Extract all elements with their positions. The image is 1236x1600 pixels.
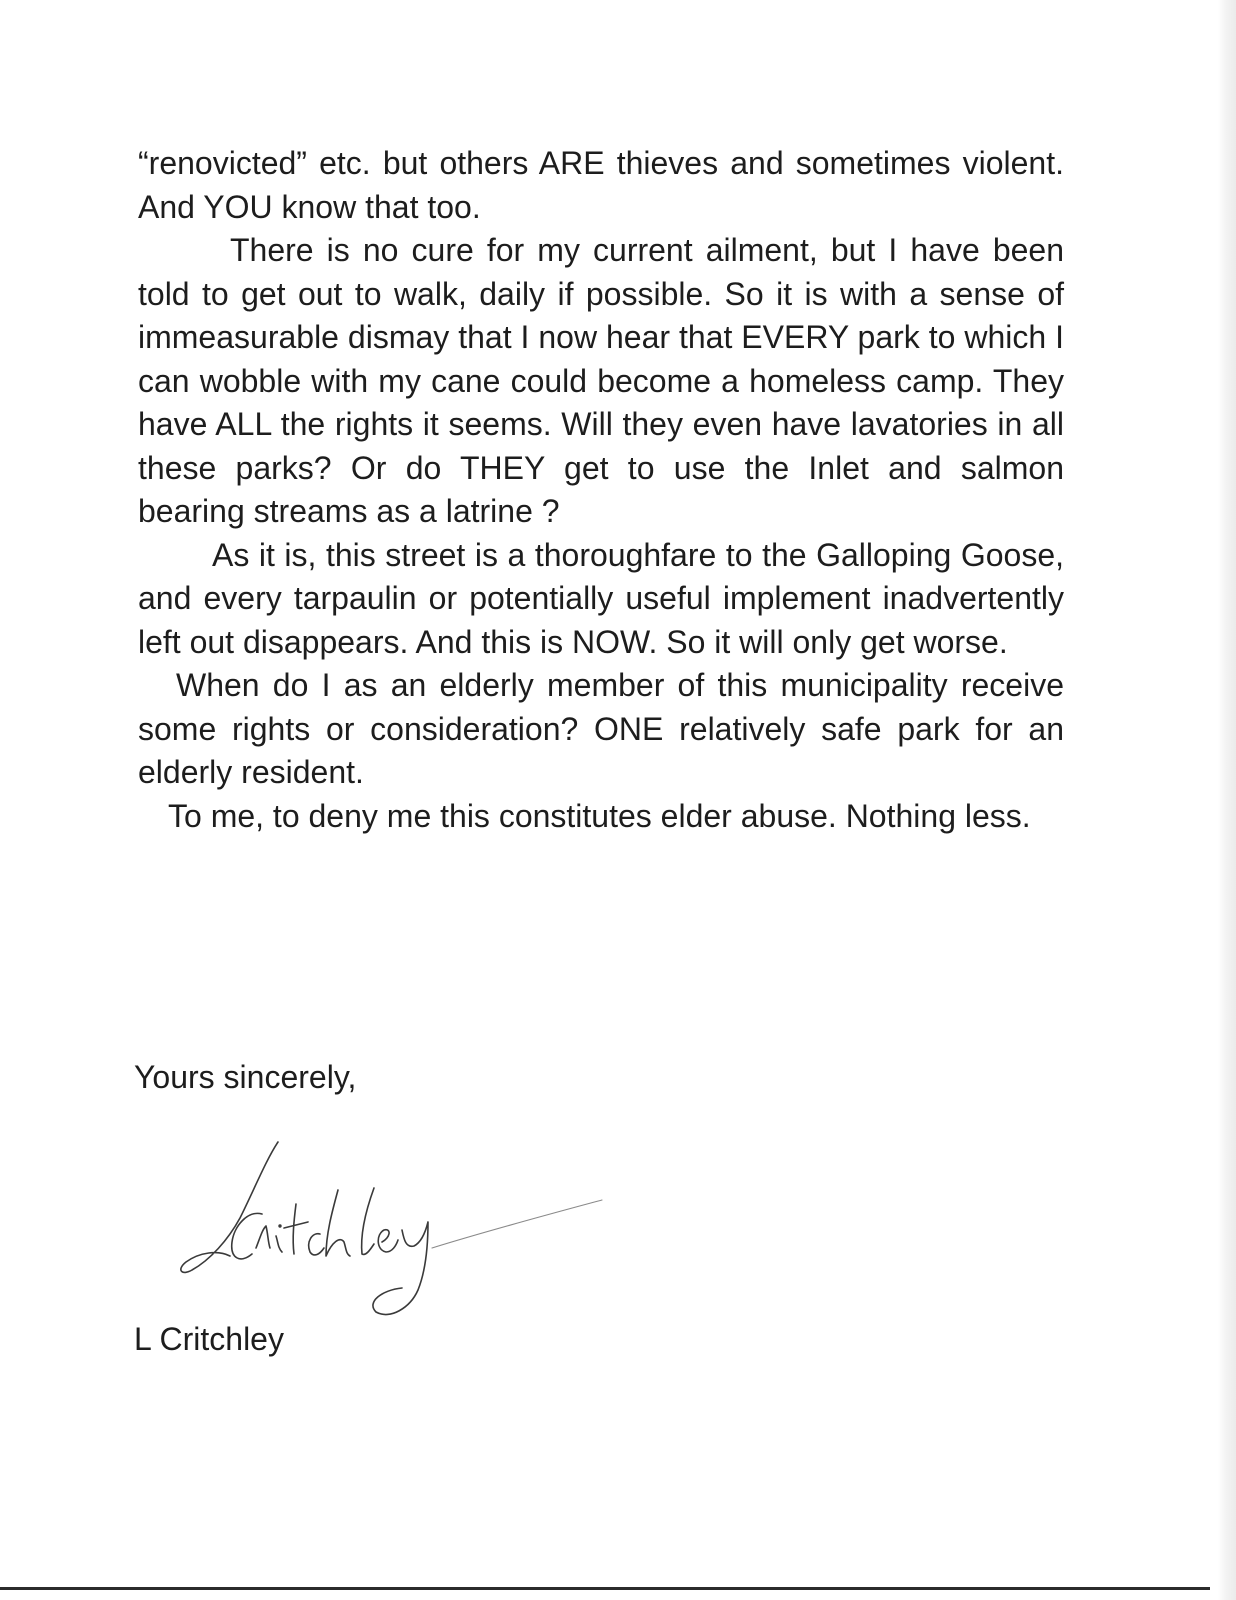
handwritten-signature	[170, 1130, 610, 1330]
closing-salutation: Yours sincerely,	[134, 1059, 357, 1095]
paragraph-4: When do I as an elderly member of this municipality receive some rights or consideration? ONE relatively safe park for an elderly resident.	[138, 667, 1064, 790]
paragraph-1: “renovicted” etc. but others ARE thieves and sometimes violent. And YOU know that too.	[138, 145, 1064, 225]
letter-body	[138, 142, 1064, 838]
signer-name: L Critchley	[134, 1321, 284, 1357]
scan-bottom-line	[0, 1587, 1210, 1590]
paragraph-2: There is no cure for my current ailment, but I have been told to get out to walk, daily if possible. So it is with a sense of immeasurable dismay that I now hear that EVERY park to which I can wobble with my cane could become a homeless camp. They have ALL the rights it seems. Will they even have lavatories in all these parks? Or do THEY get to use the Inlet and salmon bearing streams as a latrine ?	[138, 232, 1064, 529]
scan-page-edge	[1218, 0, 1236, 1600]
paragraph-3: As it is, this street is a thoroughfare to the Galloping Goose, and every tarpaulin or potentially useful implement inadvertently left out disappears. And this is NOW. So it will only get worse.	[138, 536, 1064, 660]
paragraph-5: To me, to deny me this constitutes elder abuse. Nothing less.	[168, 797, 1031, 834]
